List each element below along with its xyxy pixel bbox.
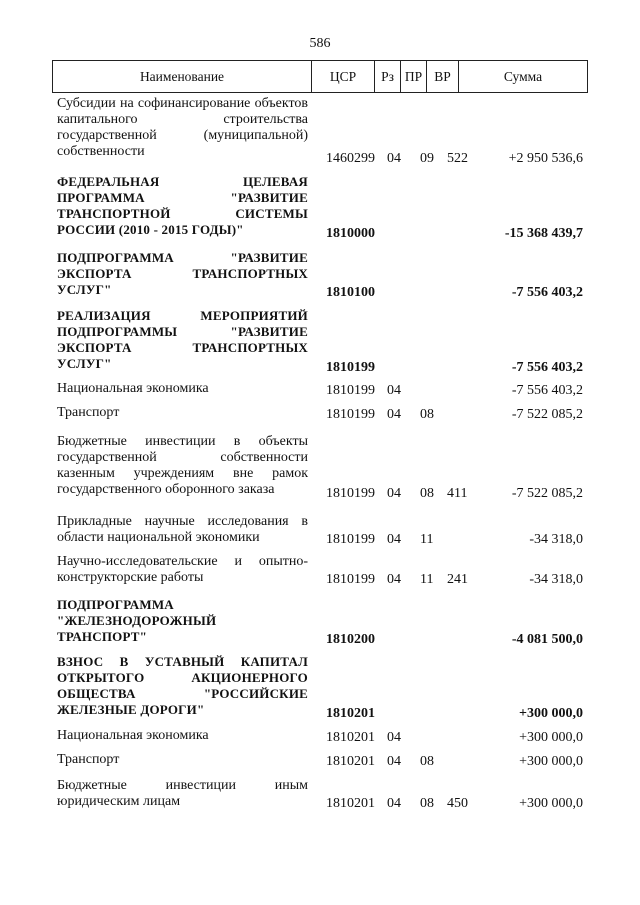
row-name: РЕАЛИЗАЦИЯ МЕРОПРИЯТИЙ ПОДПРОГРАММЫ "РАЗВИТИЕ ЭКСПОРТА ТРАНСПОРТНЫХ УСЛУГ" (57, 308, 308, 371)
row-sum: +2 950 536,6 (508, 151, 583, 166)
table-row (0, 778, 640, 812)
row-sum: +300 000,0 (519, 796, 583, 811)
table-row (0, 405, 640, 423)
row-rz: 04 (387, 383, 401, 398)
row-csr: 1810199 (326, 572, 375, 587)
row-sum: -34 318,0 (529, 532, 583, 547)
row-vr: 411 (447, 486, 468, 501)
row-rz: 04 (387, 796, 401, 811)
page-number: 586 (309, 36, 331, 51)
row-name: Транспорт (57, 752, 120, 767)
row-sum: -34 318,0 (529, 572, 583, 587)
row-name: Бюджетные инвестиции иным юридическим лицам (57, 778, 308, 809)
row-sum: -7 522 085,2 (511, 486, 583, 501)
table-row (0, 308, 640, 376)
row-rz: 04 (387, 151, 401, 166)
row-pr: 09 (420, 151, 434, 166)
table-row (0, 654, 640, 722)
row-sum: -7 556 403,2 (511, 360, 583, 375)
row-pr: 08 (420, 486, 434, 501)
row-rz: 04 (387, 532, 401, 547)
row-sum: -4 081 500,0 (511, 632, 583, 647)
row-sum: +300 000,0 (519, 730, 583, 745)
row-csr: 1810201 (326, 706, 375, 721)
row-name: ПОДПРОГРАММА "РАЗВИТИЕ ЭКСПОРТА ТРАНСПОРТНЫХ УСЛУГ" (57, 250, 308, 297)
row-rz: 04 (387, 486, 401, 501)
header-csr: ЦСР (311, 61, 374, 93)
row-sum: -7 556 403,2 (511, 383, 583, 398)
row-vr: 522 (447, 151, 468, 166)
row-name: Прикладные научные исследования в области национальной экономики (57, 514, 308, 545)
table-row (0, 434, 640, 502)
row-rz: 04 (387, 572, 401, 587)
row-name: Национальная экономика (57, 381, 209, 396)
row-csr: 1460299 (326, 151, 375, 166)
table-row (0, 752, 640, 770)
row-csr: 1810200 (326, 632, 375, 647)
row-rz: 04 (387, 407, 401, 422)
table-row (0, 728, 640, 746)
row-name: ПОДПРОГРАММА "ЖЕЛЕЗНОДОРОЖНЫЙ ТРАНСПОРТ" (57, 597, 217, 644)
row-sum: -15 368 439,7 (504, 226, 583, 241)
table-row (0, 174, 640, 242)
row-sum: -7 522 085,2 (511, 407, 583, 422)
row-rz: 04 (387, 754, 401, 769)
header-sum: Сумма (458, 61, 588, 93)
row-csr: 1810199 (326, 532, 375, 547)
row-csr: 1810199 (326, 407, 375, 422)
row-pr: 08 (420, 754, 434, 769)
row-name: Бюджетные инвестиции в объекты государственной собственности казенным учреждениям вне рамок государственного оборонного заказа (57, 434, 308, 497)
row-pr: 11 (420, 572, 434, 587)
table-row (0, 96, 640, 167)
row-csr: 1810199 (326, 360, 375, 375)
row-name: Транспорт (57, 405, 120, 420)
row-csr: 1810201 (326, 754, 375, 769)
row-vr: 241 (447, 572, 468, 587)
table-row (0, 514, 640, 548)
row-pr: 11 (420, 532, 434, 547)
table-row (0, 250, 640, 301)
row-vr: 450 (447, 796, 468, 811)
row-pr: 08 (420, 796, 434, 811)
row-csr: 1810201 (326, 796, 375, 811)
row-name: Научно-исследовательские и опытно-конструкторские работы (57, 554, 308, 585)
header-vr: ВР (426, 61, 458, 93)
table-row (0, 597, 640, 648)
table-row (0, 554, 640, 588)
row-csr: 1810100 (326, 285, 375, 300)
row-sum: +300 000,0 (519, 754, 583, 769)
table-row (0, 381, 640, 399)
row-pr: 08 (420, 407, 434, 422)
header-pr: ПР (400, 61, 426, 93)
header-rz: Рз (374, 61, 400, 93)
table-header (52, 60, 588, 93)
row-sum: -7 556 403,2 (511, 285, 583, 300)
row-name: Национальная экономика (57, 728, 209, 743)
row-csr: 1810000 (326, 226, 375, 241)
row-name: ВЗНОС В УСТАВНЫЙ КАПИТАЛ ОТКРЫТОГО АКЦИОНЕРНОГО ОБЩЕСТВА "РОССИЙСКИЕ ЖЕЛЕЗНЫЕ ДОРОГИ" (57, 654, 308, 717)
row-csr: 1810201 (326, 730, 375, 745)
row-rz: 04 (387, 730, 401, 745)
row-name: Субсидии на софинансирование объектов капитального строительства государственной (муниципальной) собственности (57, 96, 308, 159)
row-name: ФЕДЕРАЛЬНАЯ ЦЕЛЕВАЯ ПРОГРАММА "РАЗВИТИЕ ТРАНСПОРТНОЙ СИСТЕМЫ РОССИИ (2010 - 2015 ГОДЫ)" (57, 174, 308, 237)
row-csr: 1810199 (326, 486, 375, 501)
header-name: Наименование (52, 61, 311, 93)
row-csr: 1810199 (326, 383, 375, 398)
row-sum: +300 000,0 (519, 706, 583, 721)
